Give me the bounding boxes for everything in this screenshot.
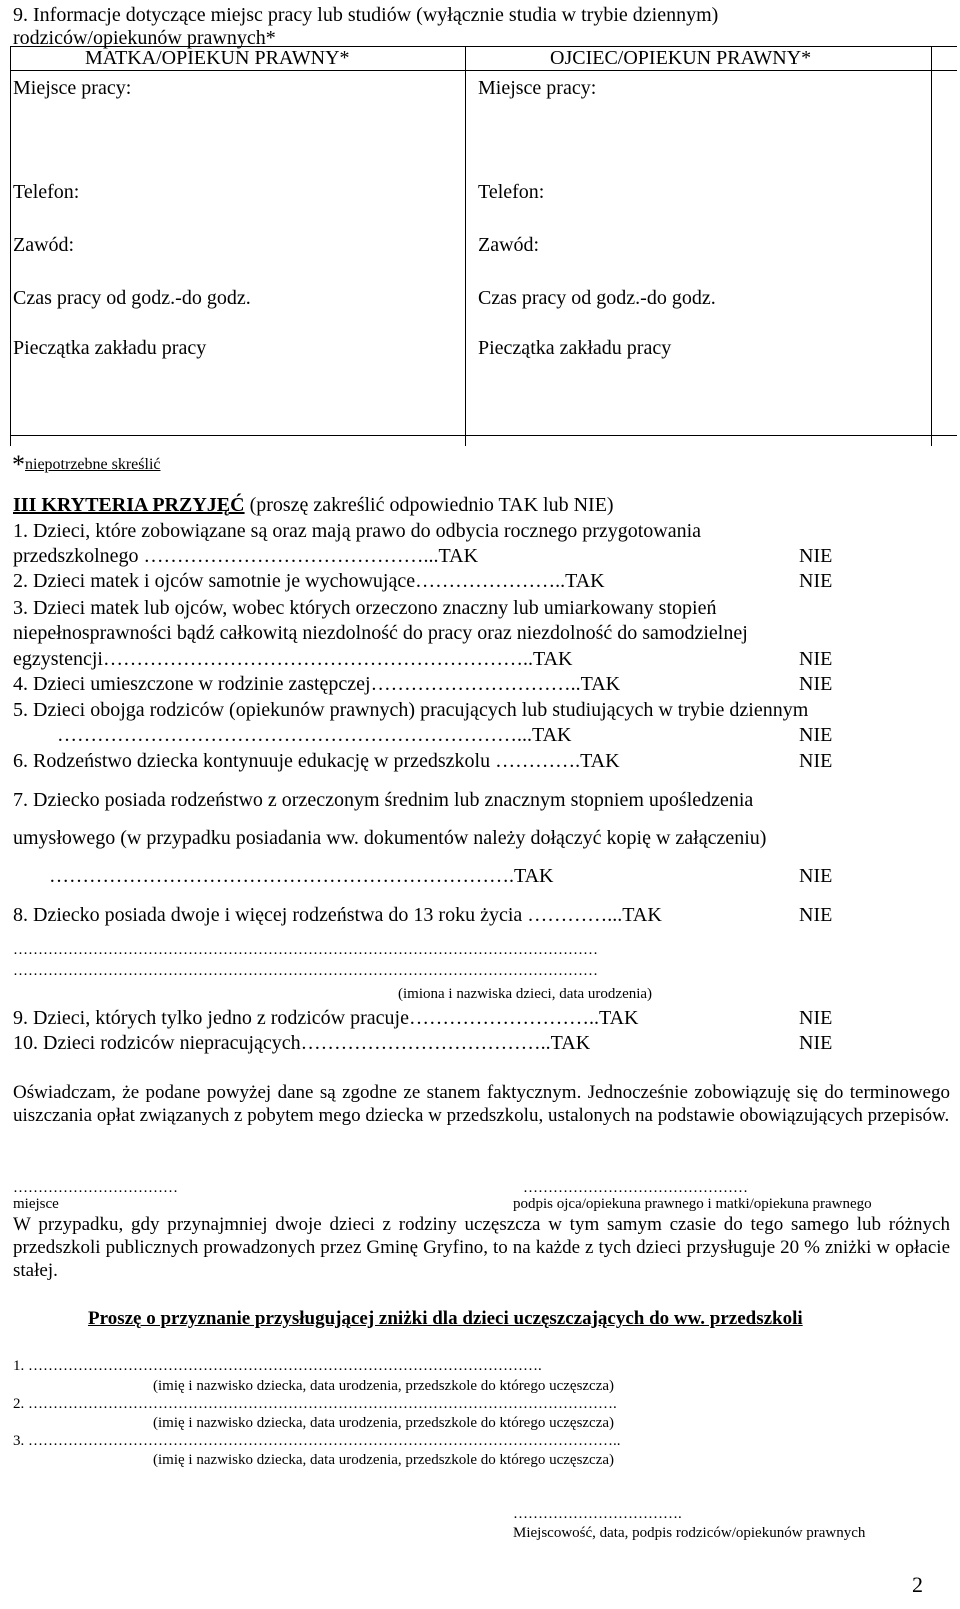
father-hours-label: Czas pracy od godz.-do godz. bbox=[478, 287, 716, 309]
criterion-8-nie[interactable]: NIE bbox=[799, 904, 833, 926]
footnote-text: niepotrzebne skreślić bbox=[25, 456, 161, 473]
child-1-caption: (imię i nazwisko dziecka, data urodzenia, przedszkole do którego uczęszcza) bbox=[153, 1378, 615, 1394]
father-phone-label: Telefon: bbox=[478, 181, 545, 203]
footnote bbox=[12, 452, 161, 478]
final-signature-label: Miejscowość, data, podpis rodziców/opiekunów prawnych bbox=[513, 1525, 866, 1541]
place-dots[interactable]: …………………………… bbox=[13, 1180, 178, 1196]
criterion-5-nie[interactable]: NIE bbox=[799, 724, 833, 746]
siblings-dots-line2[interactable]: ……………………………………………………………………………………………………… bbox=[13, 963, 598, 979]
criterion-3-line2: niepełnosprawności bądź całkowitą niezdolność do pracy oraz niezdolność do samodzielnej bbox=[13, 622, 748, 644]
father-header: OJCIEC/OPIEKUN PRAWNY* bbox=[550, 47, 812, 69]
criterion-7-line1: 7. Dziecko posiada rodzeństwo z orzeczonym średnim lub znacznym stopniem upośledzenia bbox=[13, 789, 754, 811]
declaration-text: Oświadczam, że podane powyżej dane są zgodne ze stanem faktycznym. Jednocześnie zobowiązuję się do terminowego uiszczania opłat związanych z pobytem mego dziecka w przedszkolu, ustalonych na podstawie obowiązujących przepisów. bbox=[13, 1082, 950, 1126]
criterion-4-nie[interactable]: NIE bbox=[799, 673, 833, 695]
criterion-1 bbox=[13, 543, 953, 569]
criterion-10 bbox=[13, 1030, 953, 1056]
criterion-6 bbox=[13, 748, 953, 774]
table-header-border bbox=[10, 70, 957, 71]
mother-hours-label: Czas pracy od godz.-do godz. bbox=[13, 287, 251, 309]
criterion-4 bbox=[13, 671, 953, 697]
mother-profession-label: Zawód: bbox=[13, 234, 75, 256]
place-label: miejsce bbox=[13, 1196, 59, 1212]
discount-request-heading: Proszę o przyznanie przysługującej zniżki dla dzieci uczęszczających do ww. przedszkoli bbox=[88, 1308, 803, 1329]
footnote-star: * bbox=[12, 450, 25, 479]
criterion-7-line2: umysłowego (w przypadku posiadania ww. dokumentów należy dołączyć kopię w załączeniu) bbox=[13, 827, 767, 849]
criterion-3 bbox=[13, 646, 953, 672]
page-number: 2 bbox=[912, 1572, 923, 1597]
criterion-9-nie[interactable]: NIE bbox=[799, 1007, 833, 1029]
father-stamp-label: Pieczątka zakładu pracy bbox=[478, 337, 672, 359]
mother-workplace-label: Miejsce pracy: bbox=[13, 77, 132, 99]
criterion-2-nie[interactable]: NIE bbox=[799, 570, 833, 592]
section-9-title-cont: rodziców/opiekunów prawnych* bbox=[13, 27, 276, 49]
criterion-7-line3: …………………………………………………………….TAK bbox=[49, 865, 554, 887]
child-3-caption: (imię i nazwisko dziecka, data urodzenia, przedszkole do którego uczęszcza) bbox=[153, 1452, 615, 1468]
father-workplace-label: Miejsce pracy: bbox=[478, 77, 597, 99]
criterion-3-nie[interactable]: NIE bbox=[799, 648, 833, 670]
child-3-line[interactable]: 3. ……………………………………………………………………………………………………….. bbox=[13, 1433, 621, 1449]
table-bottom-border bbox=[10, 435, 957, 436]
table-right-border bbox=[931, 46, 932, 446]
child-2-caption: (imię i nazwisko dziecka, data urodzenia, przedszkole do którego uczęszcza) bbox=[153, 1415, 615, 1431]
parent-signature-label: podpis ojca/opiekuna prawnego i matki/opiekuna prawnego bbox=[513, 1196, 872, 1212]
criterion-1-line1: 1. Dzieci, które zobowiązane są oraz mają prawo do odbycia rocznego przygotowania bbox=[13, 520, 702, 542]
mother-phone-label: Telefon: bbox=[13, 181, 80, 203]
criterion-10-text: 10. Dzieci rodziców niepracujących………………………………..TAK bbox=[13, 1032, 591, 1054]
parent-signature-dots[interactable]: ……………………………………… bbox=[523, 1180, 748, 1196]
parents-work-table bbox=[10, 46, 957, 446]
section-9-title: 9. Informacje dotyczące miejsc pracy lub studiów (wyłącznie studia w trybie dziennym) bbox=[13, 4, 719, 26]
criterion-5-line1: 5. Dzieci obojga rodziców (opiekunów prawnych) pracujących lub studiujących w trybie dziennym bbox=[13, 699, 809, 721]
criterion-1-line2: przedszkolnego ……………………………………...TAK bbox=[13, 545, 479, 567]
criteria-heading-title: III KRYTERIA PRZYJĘĆ bbox=[13, 494, 245, 516]
siblings-caption: (imiona i nazwiska dzieci, data urodzenia) bbox=[398, 986, 653, 1002]
criterion-10-nie[interactable]: NIE bbox=[799, 1032, 833, 1054]
criterion-6-text: 6. Rodzeństwo dziecka kontynuuje edukację w przedszkolu ………….TAK bbox=[13, 750, 620, 772]
final-signature-dots[interactable]: ……………………………. bbox=[513, 1506, 682, 1522]
mother-header: MATKA/OPIEKUN PRAWNY* bbox=[85, 47, 350, 69]
criterion-9 bbox=[13, 1005, 953, 1031]
criterion-2 bbox=[13, 568, 953, 594]
child-2-line[interactable]: 2. ………………………………………………………………………………………………………. bbox=[13, 1396, 617, 1412]
criterion-8 bbox=[13, 902, 953, 928]
discount-text: W przypadku, gdy przynajmniej dwoje dzieci z rodziny uczęszcza w tym samym czasie do tego samego lub różnych przedszkoli publicznych prowadzonych przez Gminę Gryfino, to na każde z tych dzieci przysługuje 20 % zniżki w opłacie stałej. bbox=[13, 1214, 950, 1281]
table-left-border bbox=[10, 46, 11, 446]
criterion-3-line1: 3. Dzieci matek lub ojców, wobec których orzeczono znaczny lub umiarkowany stopień bbox=[13, 597, 717, 619]
criterion-8-text: 8. Dziecko posiada dwoje i więcej rodzeństwa do 13 roku życia …………...TAK bbox=[13, 904, 662, 926]
criterion-4-text: 4. Dzieci umieszczone w rodzinie zastępczej…………………………..TAK bbox=[13, 673, 621, 695]
criterion-2-text: 2. Dzieci matek i ojców samotnie je wychowujące…………………..TAK bbox=[13, 570, 605, 592]
criterion-7 bbox=[13, 863, 953, 889]
child-1-line[interactable]: 1. …………………………………………………………………………………………. bbox=[13, 1358, 542, 1374]
mother-stamp-label: Pieczątka zakładu pracy bbox=[13, 337, 207, 359]
criteria-heading bbox=[13, 492, 614, 518]
criterion-5 bbox=[13, 722, 953, 748]
criterion-1-nie[interactable]: NIE bbox=[799, 545, 833, 567]
table-middle-border bbox=[465, 46, 466, 446]
criterion-3-line3: egzystencji………………………………………………………..TAK bbox=[13, 648, 573, 670]
criterion-9-text: 9. Dzieci, których tylko jedno z rodziców pracuje………………………..TAK bbox=[13, 1007, 639, 1029]
criteria-heading-note: (proszę zakreślić odpowiednio TAK lub NIE) bbox=[244, 494, 614, 516]
siblings-dots-line1[interactable]: ……………………………………………………………………………………………………… bbox=[13, 942, 598, 958]
criterion-5-line2: ……………………………………………………………...TAK bbox=[57, 724, 572, 746]
criterion-7-nie[interactable]: NIE bbox=[799, 865, 833, 887]
father-profession-label: Zawód: bbox=[478, 234, 540, 256]
criterion-6-nie[interactable]: NIE bbox=[799, 750, 833, 772]
